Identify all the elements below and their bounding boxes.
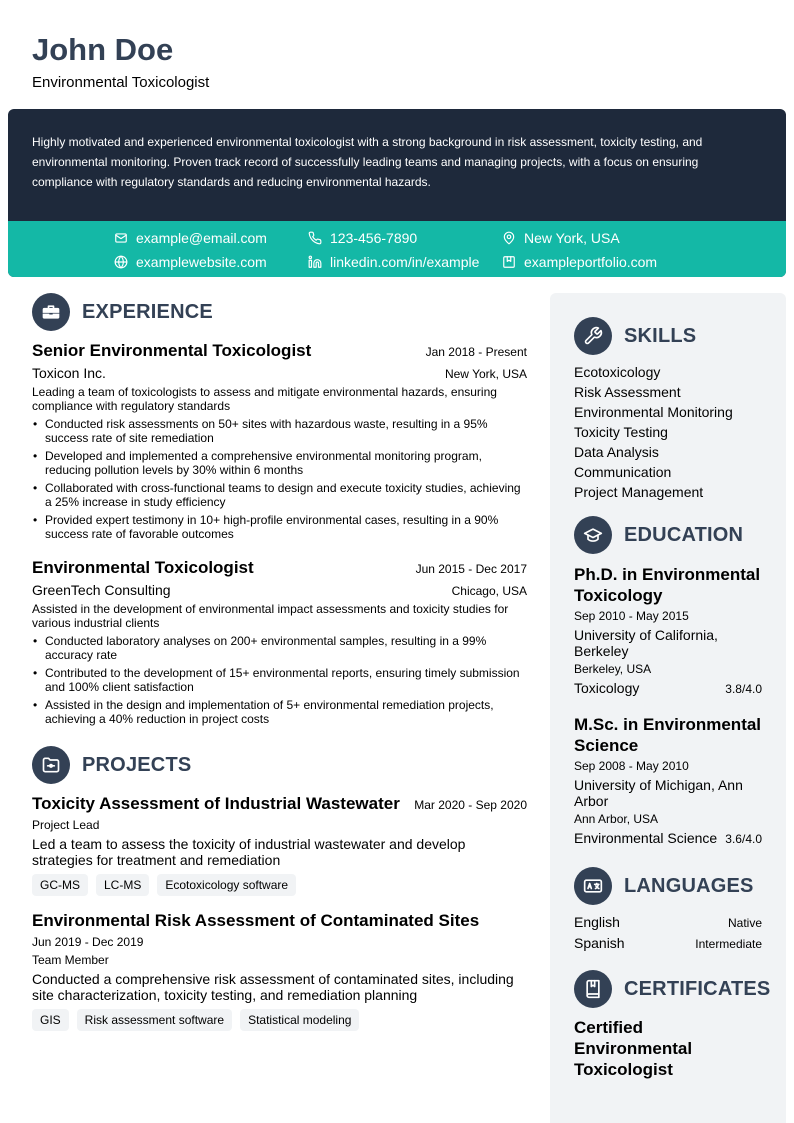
achievement-list — [32, 417, 527, 541]
language-name: Spanish — [574, 935, 625, 951]
certificates-heading — [574, 970, 770, 1008]
education-heading — [574, 516, 743, 554]
school-location: Berkeley, USA — [574, 662, 652, 676]
contact-phone[interactable] — [308, 228, 417, 248]
portfolio-text: exampleportfolio.com — [524, 254, 658, 270]
language-item — [574, 933, 762, 954]
folder-icon — [32, 746, 70, 784]
map-pin-icon — [502, 231, 516, 245]
translate-icon — [574, 867, 612, 905]
certificates-title: CERTIFICATES — [624, 977, 771, 1000]
language-name: English — [574, 914, 620, 930]
job-date: Jun 2015 - Dec 2017 — [415, 562, 527, 576]
languages-title: LANGUAGES — [624, 874, 754, 897]
skills-heading — [574, 317, 696, 355]
skill-item: Ecotoxicology — [574, 364, 661, 380]
project-role: Team Member — [32, 953, 109, 967]
contact-website[interactable] — [114, 252, 267, 272]
skill-item: Environmental Monitoring — [574, 404, 733, 420]
contact-linkedin[interactable] — [308, 252, 479, 272]
job-description: Leading a team of toxicologists to assess and mitigate environmental hazards, ensuring compliance with regulatory standards — [32, 385, 497, 413]
graduation-cap-icon — [574, 516, 612, 554]
languages-heading — [574, 867, 754, 905]
project-entry — [32, 910, 527, 1031]
projects-heading — [32, 746, 191, 784]
education-entry — [574, 564, 762, 696]
school-name: University of California, Berkeley — [574, 627, 718, 659]
job-title: Senior Environmental Toxicologist — [32, 341, 312, 360]
degree-title: M.Sc. in Environmental Science — [574, 715, 762, 755]
tool-tags — [32, 1009, 527, 1031]
achievement-item: • Conducted laboratory analyses on 200+ environmental samples, resulting in a 99% accuracy rate — [32, 634, 527, 662]
language-level: Native — [727, 916, 762, 930]
language-item — [574, 912, 762, 933]
linkedin-icon — [308, 255, 322, 269]
achievement-item: • Developed and implemented a comprehensive environmental monitoring program, reducing pollution levels by 30% within 6 months — [32, 449, 527, 477]
linkedin-text: linkedin.com/in/example — [330, 254, 480, 270]
book-icon — [574, 970, 612, 1008]
project-description: Conducted a comprehensive risk assessment of contaminated sites, including site characterization, toxicity testing, and remediation planning — [32, 971, 514, 1003]
achievement-item: • Contributed to the development of 15+ environmental reports, ensuring timely submission and 100% client satisfaction — [32, 666, 527, 694]
tool-tag: GIS — [32, 1009, 69, 1031]
project-title: Toxicity Assessment of Industrial Wastewater — [32, 794, 400, 813]
field-of-study: Environmental Science — [574, 830, 718, 846]
tool-tag: Risk assessment software — [77, 1009, 232, 1031]
experience-entry — [32, 557, 527, 730]
portfolio-icon — [502, 255, 516, 269]
briefcase-icon — [32, 293, 70, 331]
project-date: Jun 2019 - Dec 2019 — [32, 935, 144, 949]
contact-location — [502, 228, 620, 248]
achievement-item: • Conducted risk assessments on 50+ sites with hazardous waste, resulting in a 95% success rate of site remediation — [32, 417, 527, 445]
website-text: examplewebsite.com — [136, 254, 267, 270]
phone-icon — [308, 231, 322, 245]
education-date: Sep 2008 - May 2010 — [574, 759, 689, 773]
education-entry — [574, 714, 762, 846]
skill-item: Data Analysis — [574, 444, 659, 460]
school-name: University of Michigan, Ann Arbor — [574, 777, 743, 809]
school-location: Ann Arbor, USA — [574, 812, 659, 826]
experience-heading — [32, 293, 213, 331]
languages-list — [574, 912, 762, 954]
achievement-item: • Assisted in the design and implementation of 5+ environmental remediation projects, achieving a 40% reduction in project costs — [32, 698, 527, 726]
skill-item: Project Management — [574, 484, 704, 500]
project-role: Project Lead — [32, 818, 100, 832]
achievement-item: • Collaborated with cross-functional teams to design and execute toxicity studies, achieving a 25% increase in study efficiency — [32, 481, 527, 509]
job-date: Jan 2018 - Present — [425, 345, 527, 359]
summary-panel — [8, 109, 786, 277]
project-date: Mar 2020 - Sep 2020 — [414, 798, 527, 812]
contact-email[interactable] — [114, 228, 267, 248]
email-text: example@email.com — [136, 230, 267, 246]
tool-tags — [32, 874, 527, 896]
mail-icon — [114, 231, 128, 245]
tool-tag: LC-MS — [96, 874, 149, 896]
achievement-item: • Provided expert testimony in 10+ high-profile environmental cases, resulting in a 90% success rate of favorable outcomes — [32, 513, 527, 541]
location-text: New York, USA — [524, 230, 620, 246]
language-level: Intermediate — [695, 937, 762, 951]
wrench-icon — [574, 317, 612, 355]
projects-title: PROJECTS — [82, 753, 192, 776]
skills-list — [574, 362, 762, 502]
resume-header — [32, 30, 209, 93]
contact-bar — [8, 221, 786, 277]
company-name: Toxicon Inc. — [32, 365, 106, 381]
job-description: Assisted in the development of environmental impact assessments and toxicity studies for various industrial clients — [32, 602, 509, 630]
experience-title: EXPERIENCE — [82, 300, 213, 323]
achievement-list — [32, 634, 527, 726]
experience-entry — [32, 340, 527, 545]
degree-title: Ph.D. in Environmental Toxicology — [574, 565, 761, 605]
education-date: Sep 2010 - May 2015 — [574, 609, 689, 623]
job-title: Environmental Toxicologist — [32, 558, 254, 577]
phone-text: 123-456-7890 — [330, 230, 418, 246]
tool-tag: GC-MS — [32, 874, 88, 896]
skill-item: Risk Assessment — [574, 384, 681, 400]
project-entry — [32, 793, 527, 896]
gpa-value: 3.8/4.0 — [725, 682, 762, 696]
project-title: Environmental Risk Assessment of Contaminated Sites — [32, 911, 480, 930]
skill-item: Toxicity Testing — [574, 424, 668, 440]
project-description: Led a team to assess the toxicity of industrial wastewater and develop strategies for treatment and remediation — [32, 836, 466, 868]
candidate-title: Environmental Toxicologist — [32, 74, 210, 91]
education-title: EDUCATION — [624, 523, 744, 546]
contact-portfolio[interactable] — [502, 252, 657, 272]
candidate-name: John Doe — [32, 32, 174, 67]
skill-item: Communication — [574, 464, 672, 480]
tool-tag: Statistical modeling — [240, 1009, 359, 1031]
certificates-list — [574, 1017, 724, 1080]
summary-text: Highly motivated and experienced environmental toxicologist with a strong background in risk assessment, toxicity testing, and environmental monitoring. Proven track record of successfully leading teams and managing projects, with a focus on ensuring compliance with regulatory standards and reducing environmental hazards. — [32, 135, 703, 189]
job-location: Chicago, USA — [451, 584, 527, 598]
tool-tag: Ecotoxicology software — [157, 874, 296, 896]
gpa-value: 3.6/4.0 — [725, 832, 762, 846]
globe-icon — [114, 255, 128, 269]
company-name: GreenTech Consulting — [32, 582, 171, 598]
field-of-study: Toxicology — [574, 680, 640, 696]
job-location: New York, USA — [444, 367, 527, 381]
skills-title: SKILLS — [624, 324, 697, 347]
certificate-item: Certified Environmental Toxicologist — [574, 1018, 693, 1079]
